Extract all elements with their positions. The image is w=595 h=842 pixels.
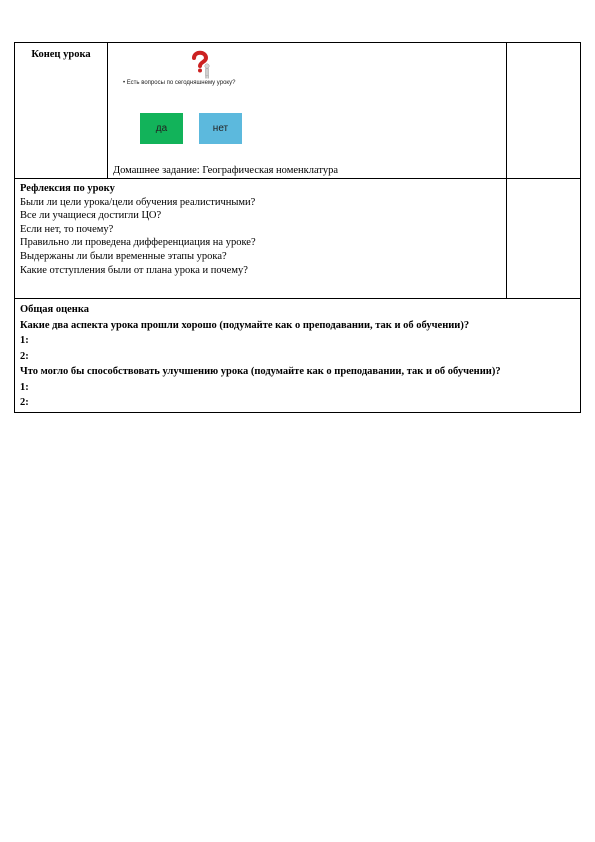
reflection-line: Правильно ли проведена дифференциация на уроке? xyxy=(20,237,256,249)
no-button[interactable]: нет xyxy=(199,113,242,144)
overall-cell xyxy=(15,299,581,413)
overall-q1-item-1: 1: xyxy=(20,335,29,346)
homework-text: Домашнее задание: Географическая номенклатура xyxy=(112,165,338,176)
lesson-end-content xyxy=(107,43,506,179)
lesson-end-row xyxy=(15,43,581,179)
reflection-title: Рефлексия по уроку xyxy=(20,183,115,194)
reflection-line: Если нет, то почему? xyxy=(20,223,114,235)
yes-button[interactable]: да xyxy=(140,113,183,144)
reflection-line: Выдержаны ли были временные этапы урока? xyxy=(20,250,227,262)
overall-q1-item-2: 2: xyxy=(20,350,29,362)
lesson-plan-table xyxy=(14,42,581,413)
reflection-cell xyxy=(15,179,507,299)
lesson-end-label: Конец урока xyxy=(15,43,108,179)
overall-question-2: Что могло бы способствовать улучшению урока (подумайте как о преподавании, так и об обучении)? xyxy=(20,366,501,377)
question-bullet-text: • Есть вопросы по сегодняшнему уроку? xyxy=(122,80,236,86)
overall-title: Общая оценка xyxy=(20,304,89,315)
reflection-line: Все ли учащиеся достигли ЦО? xyxy=(20,210,162,222)
overall-q2-item-1: 1: xyxy=(20,381,29,393)
reflection-answer-cell[interactable] xyxy=(507,179,581,299)
empty-cell xyxy=(507,43,581,179)
overall-question-1: Какие два аспекта урока прошли хорошо (подумайте как о преподавании, так и об обучении)? xyxy=(20,319,470,331)
reflection-line: Какие отступления были от плана урока и почему? xyxy=(20,264,248,276)
overall-row xyxy=(15,299,581,413)
overall-q2-item-2: 2: xyxy=(20,397,29,408)
reflection-line: Были ли цели урока/цели обучения реалистичными? xyxy=(20,196,256,208)
question-mark-figure-icon xyxy=(188,49,212,79)
reflection-row xyxy=(15,179,581,299)
